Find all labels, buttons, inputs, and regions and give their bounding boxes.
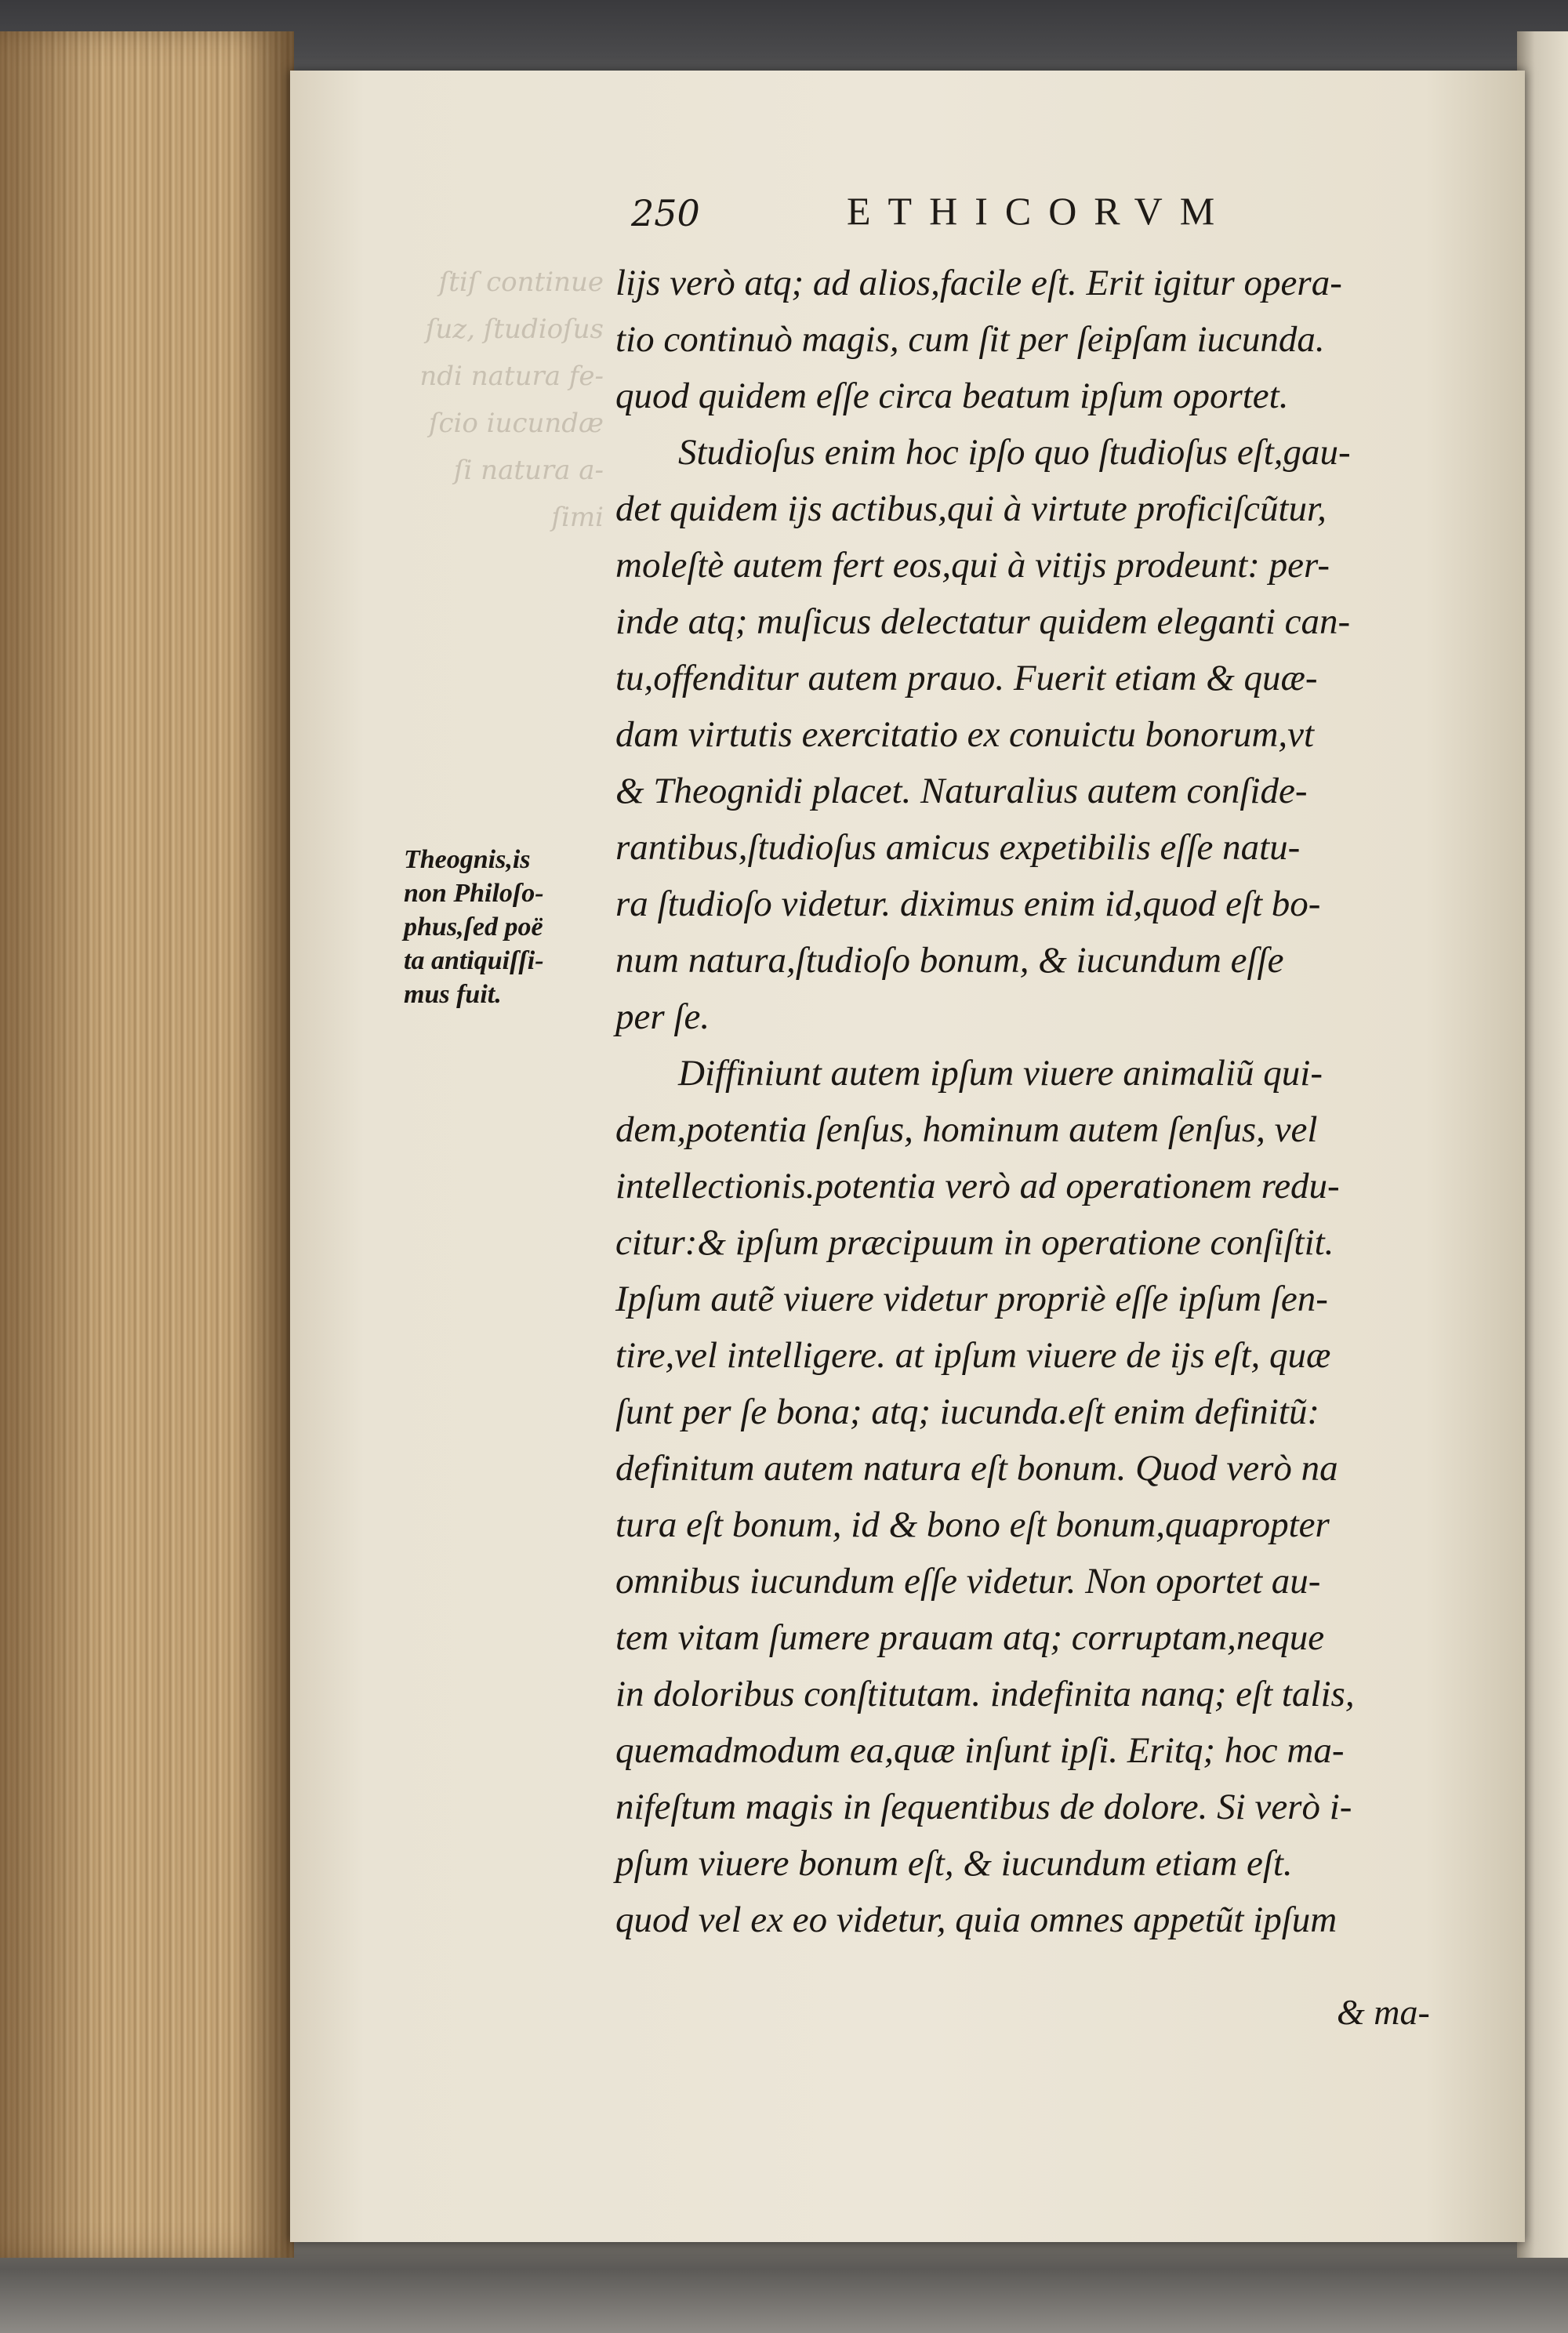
text-line: Studioſus enim hoc ipſo quo ſtudioſus eſt,gau- [678, 432, 1351, 473]
text-line: lijs verò atq; ad alios,facile eſt. Erit igitur opera- [615, 263, 1342, 303]
margin-note-line: phus,ſed poë [404, 913, 543, 942]
text-line: tio continuò magis, cum ſit per ſeipſam iucunda. [615, 319, 1325, 360]
bleed-line: ſimi [551, 502, 604, 533]
running-head: ETHICORVM [847, 189, 1232, 233]
bleed-line: ſcio iucundæ [428, 408, 604, 439]
text-line: citur:& ipſum præcipuum in operatione conſiſtit. [615, 1222, 1334, 1263]
text-line: in doloribus conſtitutam. indefinita nanq; eſt talis, [615, 1674, 1355, 1714]
margin-note-line: non Philoſo- [404, 879, 544, 908]
catchword: & ma- [1337, 1992, 1430, 2032]
margin-note-line: ta antiquiſſi- [404, 946, 544, 975]
bleed-line: ſtiſ continue [438, 267, 604, 298]
text-line: quod quidem eſſe circa beatum ipſum oportet. [615, 376, 1289, 416]
text-line: omnibus iucundum eſſe videtur. Non oportet au- [615, 1561, 1321, 1602]
text-line: inde atq; muſicus delectatur quidem eleganti can- [615, 601, 1351, 642]
text-line: & Theognidi placet. Naturalius autem conſide- [615, 771, 1308, 811]
text-line: dem,potentia ſenſus, hominum autem ſenſus, vel [615, 1109, 1318, 1150]
text-line: pſum viuere bonum eſt, & iucundum etiam eſt. [615, 1843, 1293, 1884]
text-line: ſunt per ſe bona; atq; iucunda.eſt enim definitũ: [615, 1391, 1320, 1432]
bleed-line: ndi natura fe- [419, 361, 604, 392]
text-line: tem vitam ſumere prauam atq; corruptam,neque [615, 1617, 1325, 1658]
text-line: Ipſum autẽ viuere videtur propriè eſſe ipſum ſen- [615, 1279, 1328, 1319]
text-line: intellectionis.potentia verò ad operationem redu- [615, 1166, 1340, 1206]
page-edges-shade [0, 31, 294, 2258]
body-text [615, 255, 1439, 1948]
page-number: 250 [631, 192, 700, 234]
text-line: nifeſtum magis in ſequentibus de dolore. Si verò i- [615, 1787, 1352, 1827]
margin-note [404, 843, 592, 1011]
bleed-through-text [408, 259, 604, 541]
bleed-line: ſuz, ſtudioſus [425, 314, 604, 345]
text-line: tura eſt bonum, id & bono eſt bonum,quapropter [615, 1504, 1330, 1545]
text-line: quod vel ex eo videtur, quia omnes appetũt ipſum [615, 1899, 1338, 1940]
text-line: det quidem ijs actibus,qui à virtute proficiſcũtur, [615, 488, 1327, 529]
text-line: ra ſtudioſo videtur. diximus enim id,quod eſt bo- [615, 883, 1321, 924]
text-line: Diffiniunt autem ipſum viuere animaliũ qui- [678, 1053, 1323, 1094]
margin-note-line: Theognis,is [404, 845, 531, 874]
text-line: dam virtutis exercitatio ex conuictu bonorum,vt [615, 714, 1315, 755]
bleed-line: ſi natura a- [453, 455, 604, 486]
text-line: rantibus,ſtudioſus amicus expetibilis eſſe natu- [615, 827, 1301, 868]
margin-note-line: mus fuit. [404, 980, 502, 1009]
text-line: tu,offenditur autem prauo. Fuerit etiam & quæ- [615, 658, 1318, 698]
text-line: num natura,ſtudioſo bonum, & iucundum eſſe [615, 940, 1284, 981]
text-line: moleſtè autem fert eos,qui à vitijs prodeunt: per- [615, 545, 1330, 586]
text-line: tire,vel intelligere. at ipſum viuere de ijs eſt, quæ [615, 1335, 1331, 1376]
text-line: quemadmodum ea,quæ inſunt ipſi. Eritq; hoc ma- [615, 1730, 1345, 1771]
text-line: definitum autem natura eſt bonum. Quod verò na [615, 1448, 1338, 1489]
text-line: per ſe. [615, 996, 710, 1037]
